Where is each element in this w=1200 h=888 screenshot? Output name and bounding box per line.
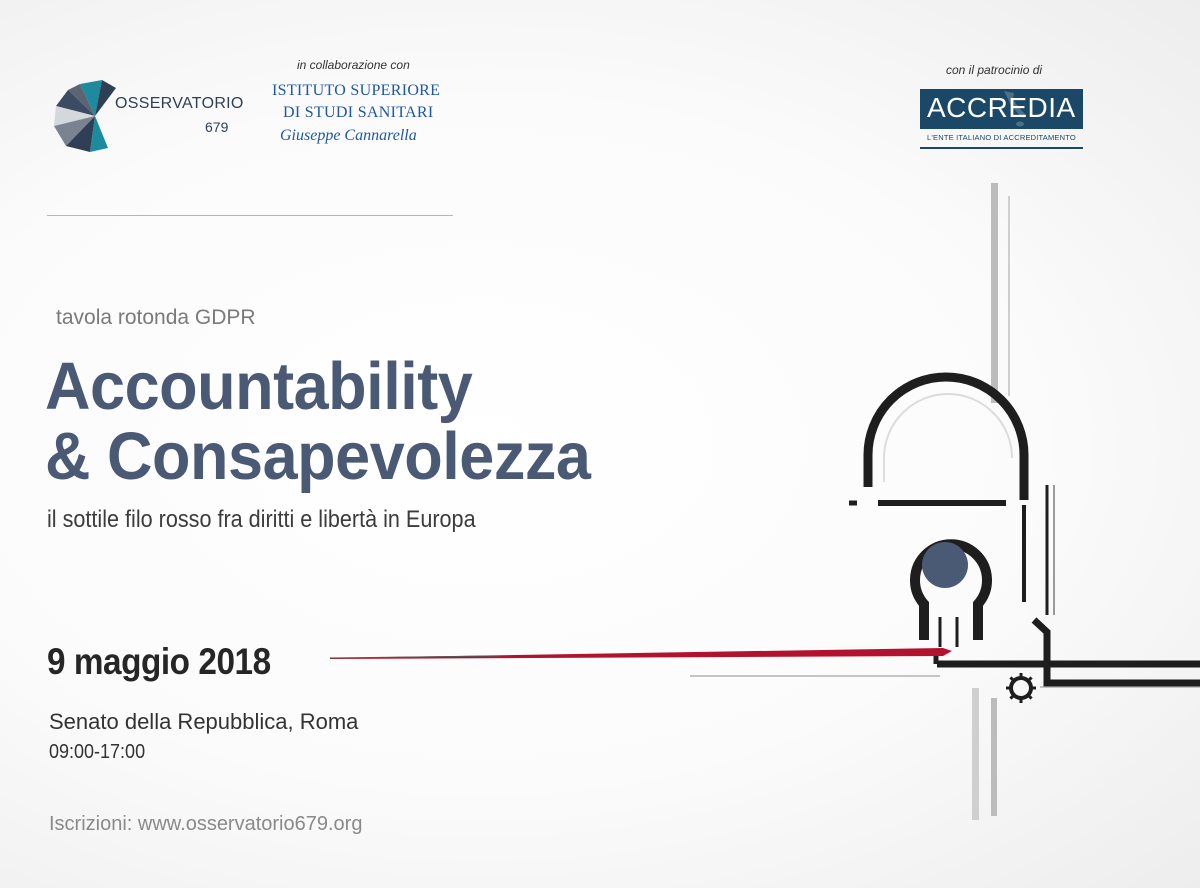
event-venue: Senato della Repubblica, Roma xyxy=(49,709,359,734)
event-date: 9 maggio 2018 xyxy=(47,641,271,682)
accredia-logo-word: ACCREDIA xyxy=(927,92,1076,123)
institute-name-line3: Giuseppe Cannarella xyxy=(280,127,417,144)
event-title-line1: Accountability xyxy=(45,349,473,424)
accredia-underline xyxy=(920,147,1083,149)
institute-name-line2: DI STUDI SANITARI xyxy=(283,104,434,121)
institute-name-line1: ISTITUTO SUPERIORE xyxy=(272,82,441,99)
event-title-line2: & Consapevolezza xyxy=(45,419,591,494)
osservatorio-logo-icon xyxy=(50,76,250,156)
collaboration-intro: in collaborazione con xyxy=(297,58,410,72)
event-time: 09:00-17:00 xyxy=(49,741,146,763)
registration-link[interactable]: Iscrizioni: www.osservatorio679.org xyxy=(49,813,363,835)
organizer-number: 679 xyxy=(205,119,229,135)
patronage-intro: con il patrocinio di xyxy=(946,63,1043,77)
organizer-name: OSSERVATORIO xyxy=(115,95,244,112)
gear-icon xyxy=(1006,673,1036,703)
accredia-logo-tagline: L'ENTE ITALIANO DI ACCREDITAMENTO xyxy=(927,133,1076,142)
header-divider xyxy=(47,215,453,216)
event-subtitle: il sottile filo rosso fra diritti e libertà in Europa xyxy=(47,506,476,533)
event-kicker: tavola rotonda GDPR xyxy=(56,306,256,329)
